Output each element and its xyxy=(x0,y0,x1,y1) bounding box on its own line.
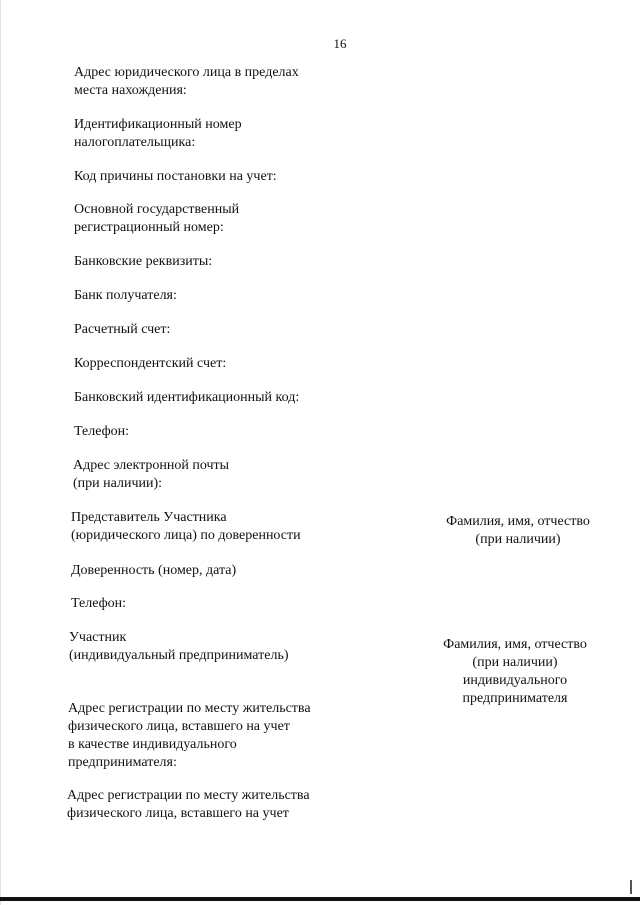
scan-mark xyxy=(630,880,632,894)
bottom-scan-border xyxy=(0,897,640,901)
ie-registration-address-label-2: Адрес регистрации по месту жительства физического лица, вставшего на учет xyxy=(67,788,310,821)
bik-label: Банковский идентификационный код: xyxy=(74,390,300,405)
email-label: Адрес электронной почты (при наличии): xyxy=(73,458,230,491)
power-of-attorney-label: Доверенность (номер, дата) xyxy=(71,563,237,578)
correspondent-account-label: Корреспондентский счет: xyxy=(74,356,227,371)
kpp-label: Код причины постановки на учет: xyxy=(74,169,277,184)
ie-registration-address-label: Адрес регистрации по месту жительства физического лица, вставшего на учет в качестве индивидуального предпринимателя: xyxy=(68,701,311,770)
representative-fio-caption: Фамилия, имя, отчество (при наличии) xyxy=(446,514,590,547)
settlement-account-label: Расчетный счет: xyxy=(74,322,171,337)
phone-label-2: Телефон: xyxy=(71,596,127,611)
ogrn-label: Основной государственный регистрационный номер: xyxy=(74,202,240,235)
participant-ie-label: Участник (индивидуальный предприниматель) xyxy=(69,630,289,663)
inn-label: Идентификационный номер налогоплательщика: xyxy=(74,117,242,150)
ie-fio-caption: Фамилия, имя, отчество (при наличии) индивидуального предпринимателя xyxy=(443,637,587,706)
representative-label: Представитель Участника (юридического лица) по доверенности xyxy=(71,510,301,543)
beneficiary-bank-label: Банк получателя: xyxy=(74,288,177,303)
bank-details-label: Банковские реквизиты: xyxy=(74,254,213,269)
phone-label-1: Телефон: xyxy=(74,424,130,439)
legal-address-label: Адрес юридического лица в пределах места нахождения: xyxy=(74,65,299,98)
page-number: 16 xyxy=(333,36,347,51)
left-scan-edge xyxy=(0,0,1,905)
